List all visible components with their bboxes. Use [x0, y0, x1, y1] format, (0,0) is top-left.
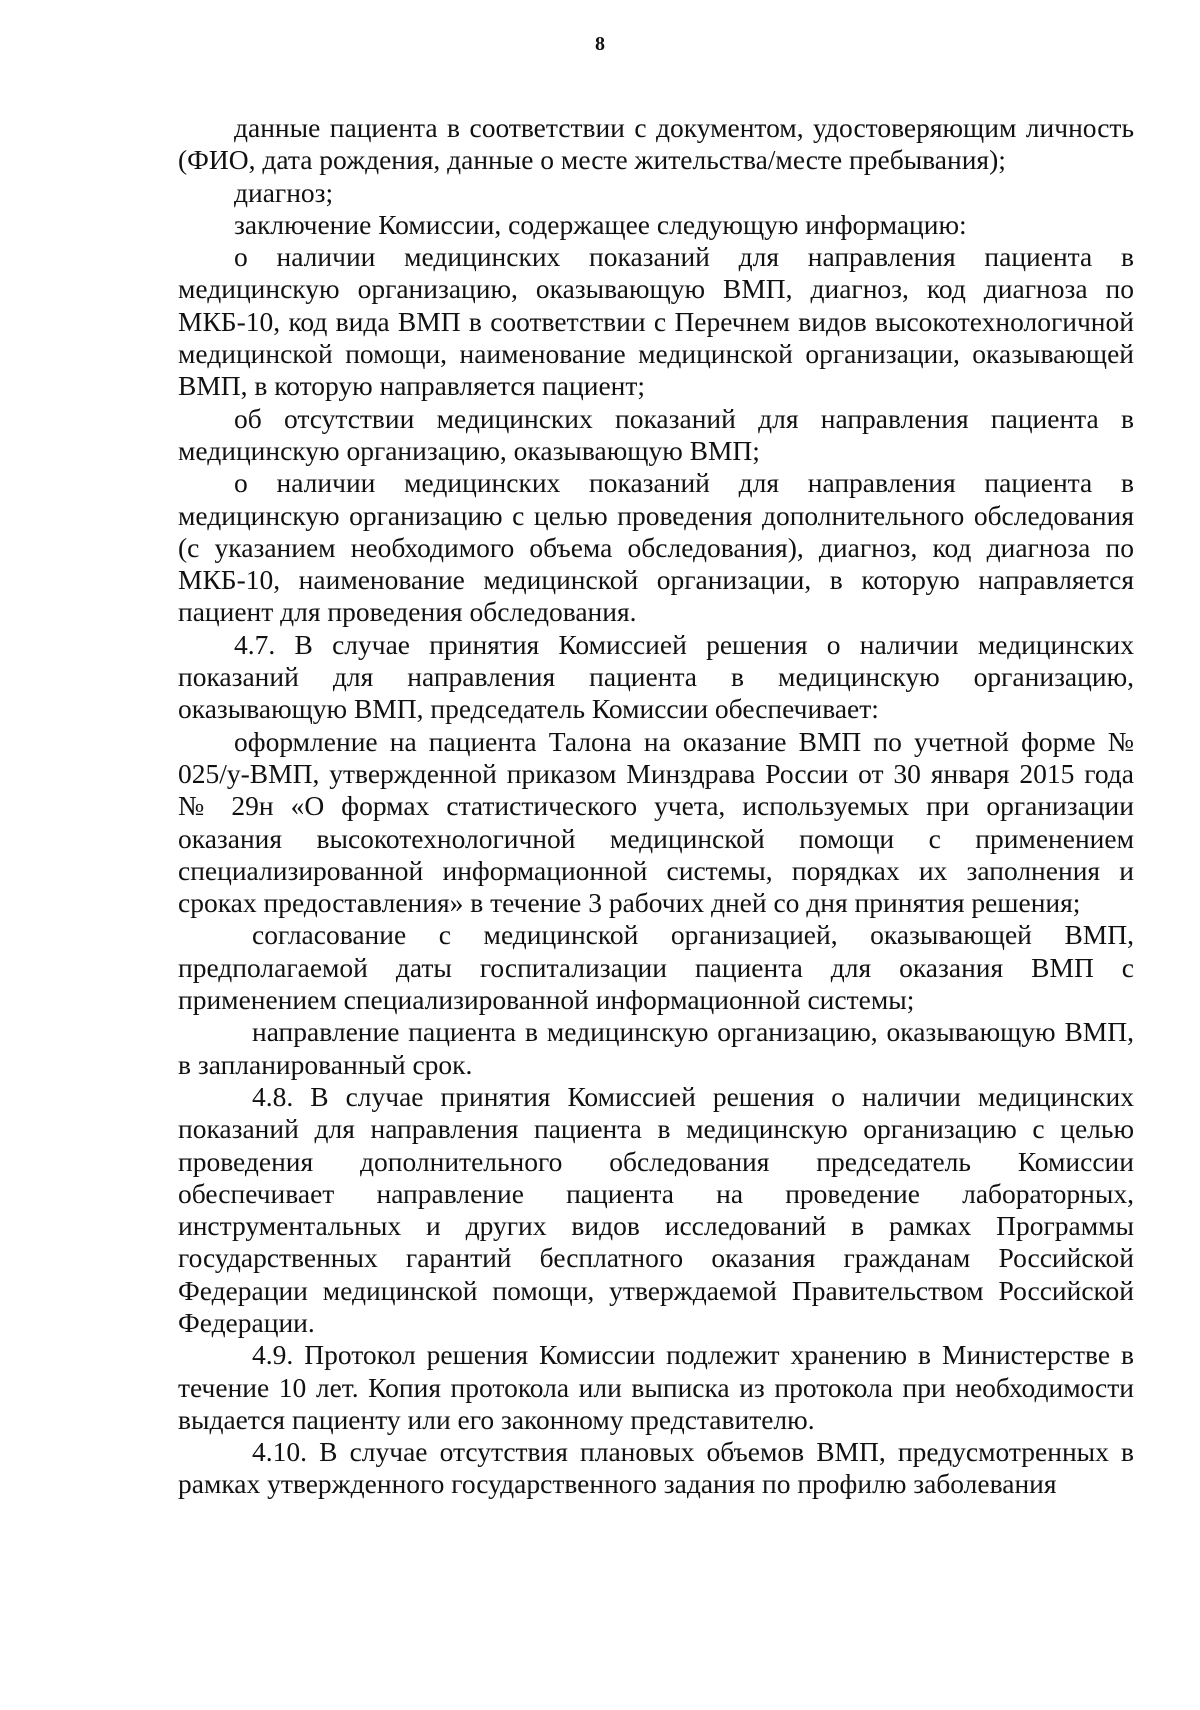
paragraph-indications-present: о наличии медицинских показаний для направления пациента в медицинскую организацию, оказывающую ВМП, диагноз, код диагноза по МКБ-10, код вида ВМП в соответствии с Перечнем видов высокотехнологичной медицинской помощи, наименование медицинской организации, оказывающей ВМП, в которую направляется пациент; — [178, 241, 1134, 402]
paragraph-section-4-9: 4.9. Протокол решения Комиссии подлежит хранению в Министерстве в течение 10 лет. Копия протокола или выписка из протокола при необходимости выдается пациенту или его законному представителю. — [178, 1339, 1134, 1435]
paragraph-section-4-10: 4.10. В случае отсутствия плановых объемов ВМП, предусмотренных в рамках утвержденного государственного задания по профилю заболевания — [178, 1436, 1134, 1500]
paragraph-commission-conclusion: заключение Комиссии, содержащее следующую информацию: — [234, 208, 967, 240]
paragraph-patient-referral: направление пациента в медицинскую организацию, оказывающую ВМП, в запланированный срок. — [178, 1016, 1134, 1080]
paragraph-diagnosis: диагноз; — [234, 176, 334, 208]
paragraph-patient-data: данные пациента в соответствии с документом, удостоверяющим личность (ФИО, дата рождения, данные о месте жительства/месте пребывания); — [178, 112, 1134, 176]
paragraph-hospitalization-agreement: согласование с медицинской организацией, оказывающей ВМП, предполагаемой даты госпитализации пациента для оказания ВМП с применением специализированной информационной системы; — [178, 919, 1134, 1016]
paragraph-section-4-7: 4.7. В случае принятия Комиссией решения о наличии медицинских показаний для направления пациента в медицинскую организацию, оказывающую ВМП, председатель Комиссии обеспечивает: — [178, 628, 1134, 725]
paragraph-indications-absent: об отсутствии медицинских показаний для направления пациента в медицинскую организацию, оказывающую ВМП; — [178, 402, 1134, 466]
paragraph-section-4-8: 4.8. В случае принятия Комиссией решения о наличии медицинских показаний для направления пациента в медицинскую организацию с целью проведения дополнительного обследования председатель Комиссии обеспечивает направление пациента на проведение лабораторных, инструментальных и других видов исследований в рамках Программы государственных гарантий бесплатного оказания гражданам Российской Федерации медицинской помощи, утверждаемой Правительством Российской Федерации. — [178, 1080, 1134, 1338]
document-body — [178, 112, 1134, 1501]
paragraph-talon-registration: оформление на пациента Талона на оказание ВМП по учетной форме № 025/у-ВМП, утвержденной приказом Минздрава России от 30 января 2015 года № 29н «О формах статистического учета, используемых при организации оказания высокотехнологичной медицинской помощи с применением специализированной информационной системы, порядках их заполнения и сроках предоставления» в течение 3 рабочих дней со дня принятия решения; — [178, 725, 1134, 919]
paragraph-additional-examination: о наличии медицинских показаний для направления пациента в медицинскую организацию с целью проведения дополнительного обследования (с указанием необходимого объема обследования), диагноз, код диагноза по МКБ-10, наименование медицинской организации, в которую направляется пациент для проведения обследования. — [178, 467, 1134, 628]
page-number: 8 — [595, 33, 605, 55]
